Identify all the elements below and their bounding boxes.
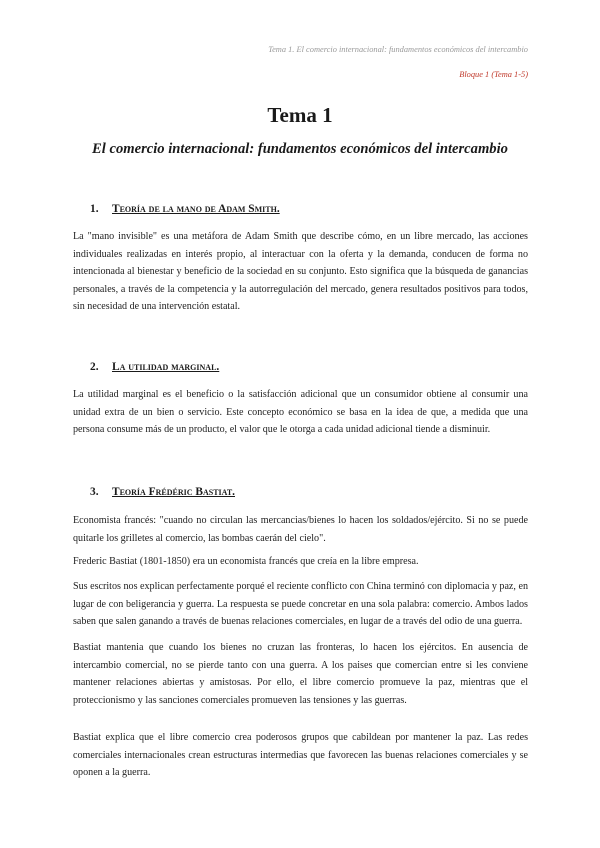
paragraph: Frederic Bastiat (1801-1850) era un economista francés que creía en la libre empresa. [73,556,419,567]
paragraph: Bastiat explica que el libre comercio crea poderosos grupos que cabildean por mantener la paz. Las redes comerciales internacionales crean estructuras intermedias que favorecen las buenas relaciones comerciales y se oponen a la guerra. [73,732,528,779]
section-heading-2 [90,361,219,373]
page-subtitle: El comercio internacional: fundamentos económicos del intercambio [92,141,508,157]
paragraph: Sus escritos nos explican perfectamente porqué el reciente conflicto con China terminó con diplomacia y paz, en lugar de con beligerancia y guerra. La respuesta se puede concretar en una sola palabra: comercio. Ambos lados saben que salen ganando a través de buenas relaciones comerciales, en lugar de a través del odio de una guerra. [73,581,528,628]
section-heading-3 [90,486,235,498]
paragraph: Bastiat mantenia que cuando los bienes no cruzan las fronteras, lo hacen los ejércitos. En ausencia de intercambio comercial, no se pierde tanto con una guerra. A los paises que comercian entre si les conviene mantener relaciones abiertas y amistosas. Por ello, el libre comercio promueve la paz, mientras que el proteccionismo y las sanciones comerciales promueven las tensiones y las guerras. [73,642,528,706]
page-title: Tema 1 [267,103,333,127]
section-title: Teoría de la mano de Adam Smith. [112,203,280,215]
paragraph: La utilidad marginal es el beneficio o la satisfacción adicional que un consumidor obtiene al consumir una unidad extra de un bien o servicio. Este concepto económico se basa en la idea de que, a medida que una persona consume más de un producto, el valor que le otorga a cada unidad adicional tiende a disminuir. [73,389,528,436]
section-number: 2. [90,361,99,373]
section-title: Teoría Frédéric Bastiat. [112,486,236,498]
paragraph: La "mano invisible" es una metáfora de Adam Smith que describe cómo, en un libre mercado, las acciones individuales realizadas en interés propio, al interactuar con la oferta y la demanda, conducen de forma no intencionada al bienestar y beneficio de la sociedad en su conjunto. Esto significa que la búsqueda de ganancias personales, a través de la competencia y la autorregulación del mercado, genera resultados positivos para todos, sin necesidad de una intervención estatal. [73,231,528,313]
block-label: Bloque 1 (Tema 1-5) [459,70,528,79]
section-heading-1 [90,203,280,215]
running-header: Tema 1. El comercio internacional: fundamentos económicos del intercambio [268,45,528,54]
section-number: 3. [90,486,99,498]
section-number: 1. [90,203,99,215]
paragraph: Economista francés: "cuando no circulan las mercancias/bienes lo hacen los soldados/ejército. Si no se puede quitarle los grilletes al comercio, las bombas caerán del cielo". [73,515,528,544]
section-title: La utilidad marginal. [112,361,220,373]
